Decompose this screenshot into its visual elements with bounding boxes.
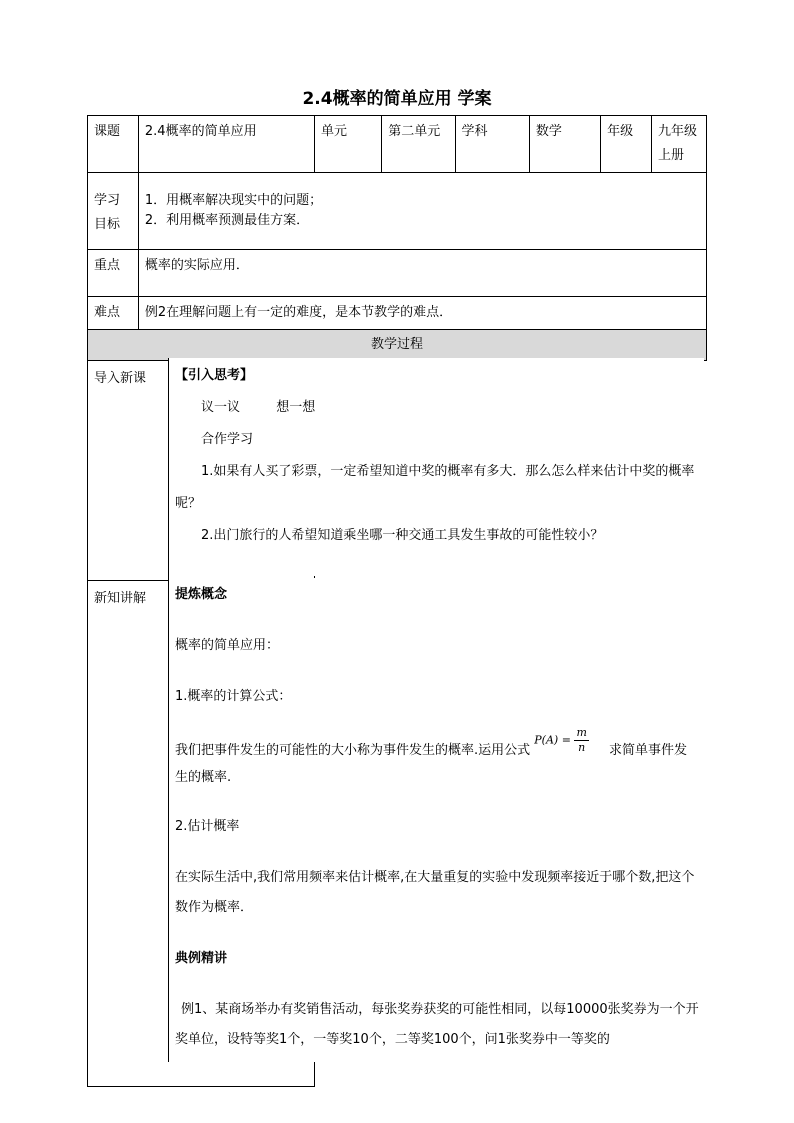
key-point-text: 概率的实际应用． — [138, 250, 706, 297]
difficulty-text: 例2在理解问题上有一定的难度，是本节教学的难点． — [138, 297, 706, 330]
key-point-row — [88, 250, 707, 297]
nk-p3-text-b: 求简单事件发生的概率. — [175, 743, 688, 785]
intro-think: 想一想 — [276, 400, 316, 415]
nk-p2: 1.概率的计算公式： — [175, 689, 292, 704]
goal-item-2: 2．利用概率预测最佳方案． — [144, 213, 310, 228]
process-header-row — [88, 330, 707, 361]
difficulty-row — [88, 297, 707, 330]
page-title: 2.4概率的简单应用 学案 — [302, 89, 492, 109]
label-subject: 学科 — [455, 116, 529, 173]
probability-formula — [534, 726, 589, 755]
nk-p3 — [175, 726, 700, 791]
label-topic: 课题 — [88, 116, 139, 173]
grade-value — [651, 116, 706, 173]
intro-discuss: 议一议 — [201, 400, 241, 415]
nk-p4: 2.估计概率 — [175, 819, 240, 834]
label-key-point: 重点 — [88, 250, 139, 297]
label-difficulty: 难点 — [88, 297, 139, 330]
goals-label-line2: 目标 — [94, 217, 121, 232]
goals-content — [138, 173, 706, 250]
nk-p3-text-a: 我们把事件发生的可能性的大小称为事件发生的概率.运用公式 — [175, 743, 531, 758]
header-row — [88, 116, 707, 173]
label-goals — [88, 173, 139, 250]
example-heading: 典例精讲 — [175, 951, 228, 966]
intro-label-text: 导入新课 — [94, 371, 147, 386]
example-1: 例1、某商场举办有奖销售活动，每张奖券获奖的可能性相同，以每10000张奖券为一个开奖单位，设特等奖1个，一等奖10个，二等奖100个，问1张奖券中一等奖的 — [175, 1002, 699, 1047]
new-knowledge-content — [168, 578, 706, 1062]
topic-value: 2.4概率的简单应用 — [138, 116, 314, 173]
goals-label-line1: 学习 — [94, 193, 121, 208]
goal-item-1: 1．用概率解决现实中的问题； — [144, 193, 323, 208]
intro-question-1: 1.如果有人买了彩票，一定希望知道中奖的概率有多大．那么怎么样来估计中奖的概率呢？ — [175, 464, 695, 511]
process-header: 教学过程 — [88, 330, 707, 361]
intro-line2: 合作学习 — [201, 432, 254, 447]
label-grade: 年级 — [601, 116, 652, 173]
nk-p1: 概率的简单应用： — [175, 638, 280, 653]
subject-value: 数学 — [529, 116, 600, 173]
intro-line1 — [175, 392, 698, 424]
new-knowledge-label-text: 新知讲解 — [94, 591, 147, 606]
intro-heading: 【引入思考】 — [175, 368, 254, 383]
unit-value: 第二单元 — [382, 116, 455, 173]
formula-denominator: n — [578, 741, 586, 754]
formula-lhs: P(A) = — [534, 733, 571, 747]
formula-numerator: m — [576, 726, 587, 739]
label-unit: 单元 — [315, 116, 382, 173]
nk-p5: 在实际生活中,我们常用频率来估计概率,在大量重复的实验中发现频率接近于哪个数,把这个数作为概率． — [175, 870, 695, 915]
intro-content — [168, 358, 704, 576]
grade-line1: 九年级 — [657, 124, 697, 139]
grade-line2: 上册 — [657, 148, 684, 163]
intro-question-2: 2.出门旅行的人希望知道乘坐哪一种交通工具发生事故的可能性较小？ — [201, 528, 604, 543]
goals-row — [88, 173, 707, 250]
concept-heading: 提炼概念 — [175, 587, 228, 602]
